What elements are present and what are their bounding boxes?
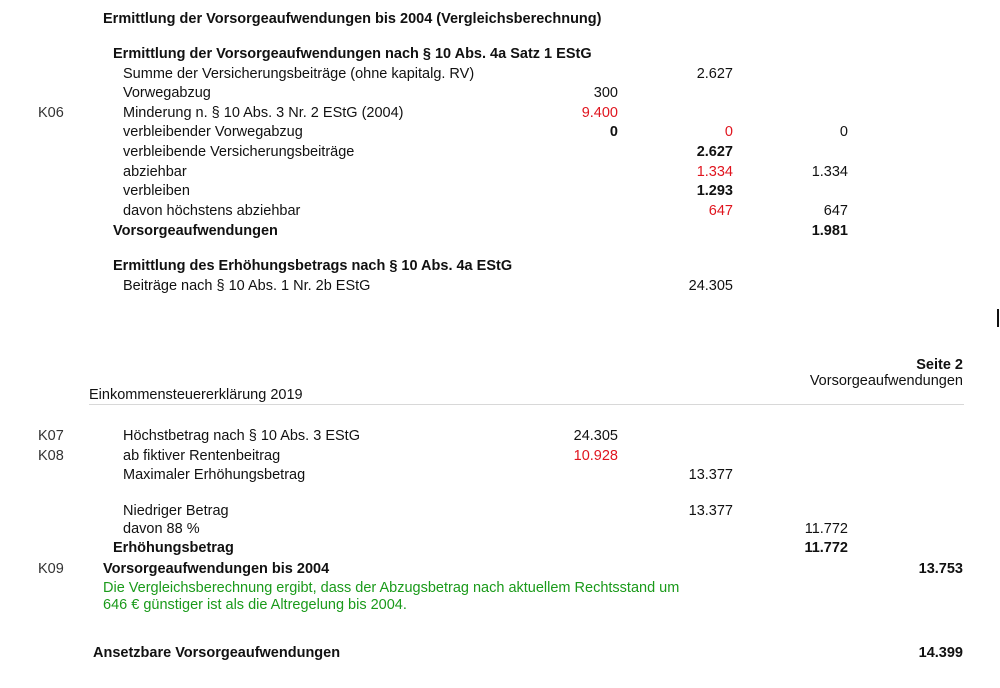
row-value: 11.772	[804, 521, 848, 537]
header-divider	[89, 404, 964, 405]
total-label: Vorsorgeaufwendungen	[113, 223, 278, 239]
document-title: Ermittlung der Vorsorgeaufwendungen bis 2004 (Vergleichsberechnung)	[103, 11, 602, 27]
row-value: 0	[724, 124, 733, 140]
row-label: Minderung n. § 10 Abs. 3 Nr. 2 EStG (2004)	[123, 105, 404, 121]
row-label: davon höchstens abziehbar	[123, 203, 301, 219]
row-value: 24.305	[688, 278, 733, 294]
row-value: 300	[593, 85, 618, 101]
row-value: 13.377	[688, 503, 733, 519]
row-label: verbleibende Versicherungsbeiträge	[123, 144, 355, 160]
row-value: 647	[708, 203, 733, 219]
k09-value: 13.753	[918, 561, 963, 577]
row-code: K09	[38, 561, 64, 577]
page-number: Seite 2	[916, 357, 963, 373]
row-code: K06	[38, 105, 64, 121]
row-code: K08	[38, 448, 64, 464]
row-label: Vorwegabzug	[123, 85, 211, 101]
row-label: Beiträge nach § 10 Abs. 1 Nr. 2b EStG	[123, 278, 371, 294]
total-value: 1.981	[811, 223, 848, 239]
section-heading: Ermittlung des Erhöhungsbetrags nach § 10 Abs. 4a EStG	[113, 258, 513, 274]
row-value: 2.627	[696, 66, 733, 82]
row-value: 9.400	[581, 105, 618, 121]
row-value: 2.627	[696, 144, 733, 160]
row-value: 24.305	[573, 428, 618, 444]
row-value: 1.334	[811, 164, 848, 180]
row-label: Maximaler Erhöhungsbetrag	[123, 467, 306, 483]
row-value: 0	[839, 124, 848, 140]
row-label: abziehbar	[123, 164, 187, 180]
row-label: davon 88 %	[123, 521, 200, 537]
row-label: verbleibender Vorwegabzug	[123, 124, 303, 140]
row-value: 647	[823, 203, 848, 219]
total-value: 11.772	[804, 540, 848, 556]
row-label: ab fiktiver Rentenbeitrag	[123, 448, 281, 464]
comparison-note: 646 € günstiger ist als die Altregelung bis 2004.	[103, 597, 407, 613]
row-value: 13.377	[688, 467, 733, 483]
final-label: Ansetzbare Vorsorgeaufwendungen	[93, 645, 341, 661]
row-value: 10.928	[573, 448, 618, 464]
comparison-note: Die Vergleichsberechnung ergibt, dass der Abzugsbetrag nach aktuellem Rechtsstand um	[103, 580, 680, 596]
text-cursor	[997, 309, 999, 327]
total-label: Erhöhungsbetrag	[113, 540, 234, 556]
row-label: verbleiben	[123, 183, 190, 199]
row-value: 0	[609, 124, 618, 140]
row-code: K07	[38, 428, 64, 444]
section-heading: Ermittlung der Vorsorgeaufwendungen nach § 10 Abs. 4a Satz 1 EStG	[113, 46, 592, 62]
page-section: Vorsorgeaufwendungen	[809, 373, 963, 389]
document-name: Einkommensteuererklärung 2019	[89, 387, 303, 403]
row-label: Summe der Versicherungsbeiträge (ohne kapitalg. RV)	[123, 66, 475, 82]
row-label: Niedriger Betrag	[123, 503, 229, 519]
k09-label: Vorsorgeaufwendungen bis 2004	[103, 561, 330, 577]
row-value: 1.293	[696, 183, 733, 199]
final-value: 14.399	[918, 645, 963, 661]
row-value: 1.334	[696, 164, 733, 180]
row-label: Höchstbetrag nach § 10 Abs. 3 EStG	[123, 428, 360, 444]
